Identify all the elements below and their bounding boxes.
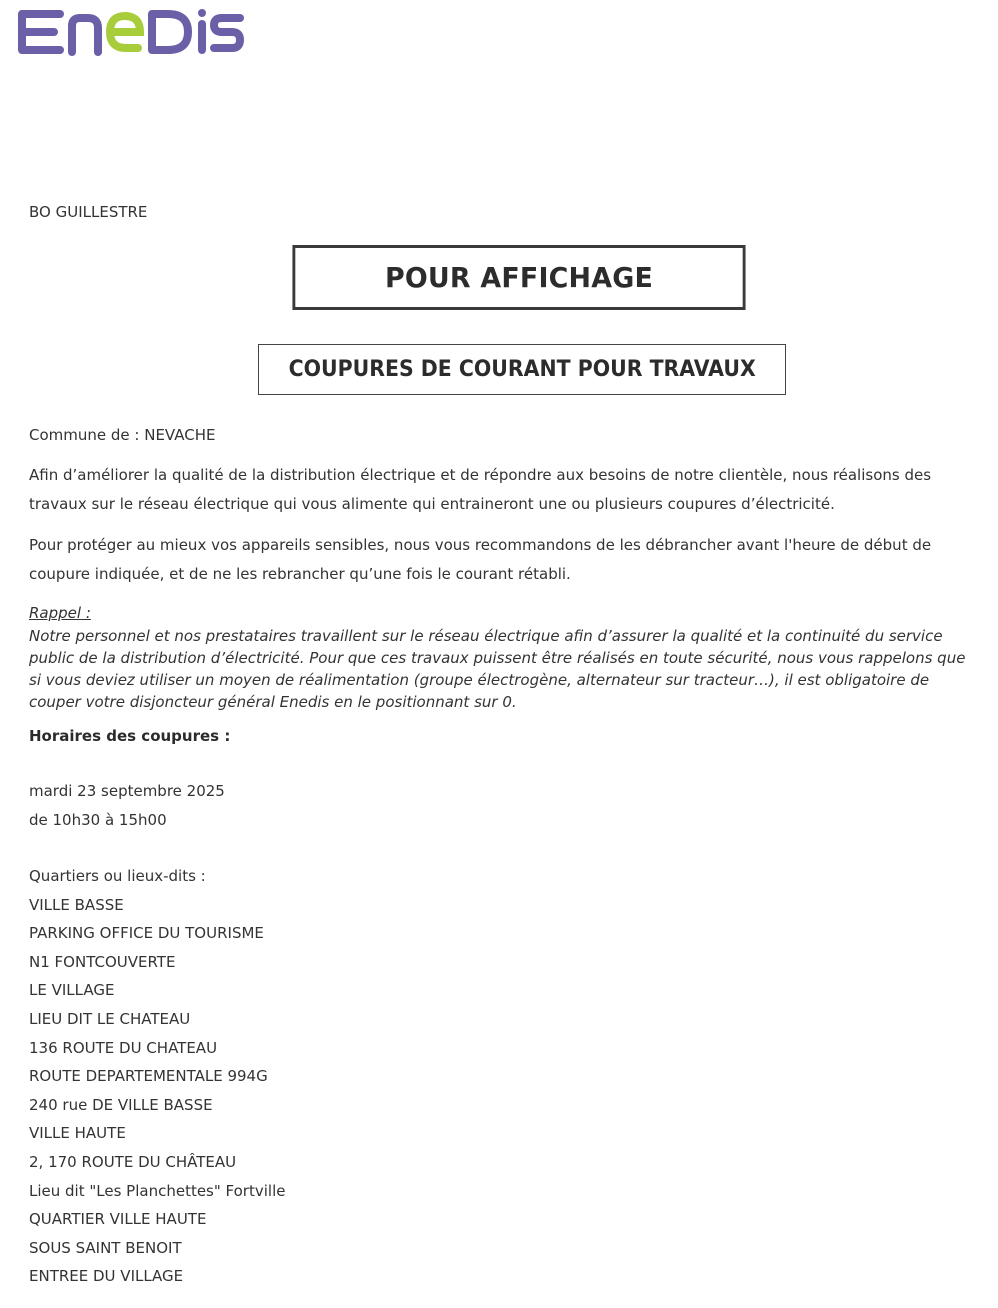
enedis-logo <box>18 8 244 56</box>
rappel-colon: : <box>81 604 91 622</box>
location-item: N1 FONTCOUVERTE <box>29 952 176 971</box>
horaires-title: Horaires des coupures : <box>29 727 231 745</box>
location-item: LIEU DIT LE CHATEAU <box>29 1009 191 1028</box>
enedis-logo-mark <box>18 8 244 56</box>
location-item: 2, 170 ROUTE DU CHÂTEAU <box>29 1152 237 1171</box>
locations-title: Quartiers ou lieux-dits : <box>29 867 206 885</box>
rappel-heading <box>29 604 91 622</box>
location-item: VILLE HAUTE <box>29 1124 126 1143</box>
rappel-body: Notre personnel et nos prestataires travaillent sur le réseau électrique afin d’assurer la qualité et la continuité du service public de la distribution d’électricité. Pour que ces travaux puissent être réalisés en toute sécurité, nous vous rappelons que si vous deviez utiliser un moyen de réalimentation (groupe électrogène, alternateur sur tracteur…), il est obligatoire de couper votre disjoncteur général Enedis en le positionnant sur 0. <box>29 627 966 711</box>
rappel-label: Rappel <box>29 604 82 622</box>
location-item: PARKING OFFICE DU TOURISME <box>29 924 264 943</box>
subject-box <box>258 344 786 395</box>
location-item: ENTREE DU VILLAGE <box>29 1267 184 1286</box>
outage-date: mardi 23 septembre 2025 <box>29 782 225 800</box>
commune-line: Commune de : NEVACHE <box>29 426 216 444</box>
location-item: LE VILLAGE <box>29 981 115 1000</box>
advice-paragraph: Pour protéger au mieux vos appareils sensibles, nous vous recommandons de les débrancher avant l'heure de début de coupure indiquée, et de ne les rebrancher qu’une fois le courant rétabli. <box>29 536 932 583</box>
location-item: 240 rue DE VILLE BASSE <box>29 1095 213 1114</box>
location-item: Lieu dit "Les Planchettes" Fortville <box>29 1181 286 1200</box>
subject-title: COUPURES DE COURANT POUR TRAVAUX <box>288 357 756 382</box>
location-item: QUARTIER VILLE HAUTE <box>29 1210 207 1229</box>
location-item: ROUTE DEPARTEMENTALE 994G <box>29 1067 268 1086</box>
header-rule <box>258 46 996 49</box>
location-item: SOUS SAINT BENOIT <box>29 1238 182 1257</box>
pour-affichage-box <box>292 245 745 310</box>
intro-paragraph: Afin d’améliorer la qualité de la distribution électrique et de répondre aux besoins de notre clientèle, nous réalisons des travaux sur le réseau électrique qui vous alimente qui entraineront une ou plusieurs coupures d’électricité. <box>29 466 932 513</box>
sender-office: BO GUILLESTRE <box>29 203 148 221</box>
outage-time: de 10h30 à 15h00 <box>29 811 167 829</box>
pour-affichage-label: POUR AFFICHAGE <box>384 261 654 294</box>
location-item: 136 ROUTE DU CHATEAU <box>29 1038 218 1057</box>
location-item: VILLE BASSE <box>29 895 124 914</box>
locations-list <box>29 862 285 1291</box>
